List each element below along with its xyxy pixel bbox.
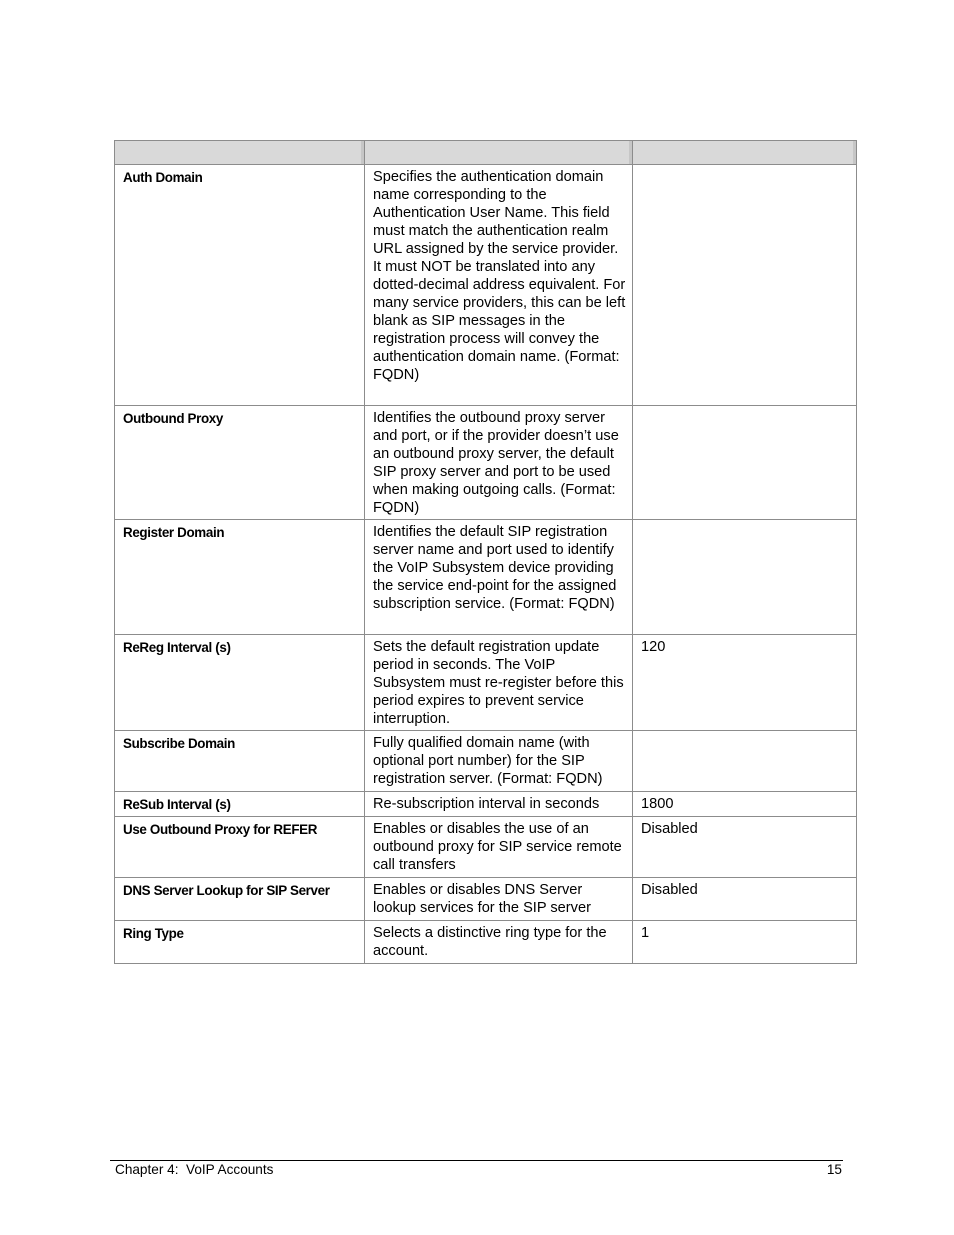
table-row	[115, 635, 857, 731]
parameter-default: Disabled	[633, 878, 857, 921]
parameter-default	[633, 731, 857, 792]
parameter-description: Sets the default registration update period in seconds. The VoIP Subsystem must re-register before this period expires to prevent service interruption.	[365, 635, 633, 731]
parameters-table	[114, 140, 857, 964]
table-row	[115, 731, 857, 792]
parameter-default	[633, 520, 857, 635]
parameter-default: Disabled	[633, 817, 857, 878]
table-row	[115, 817, 857, 878]
header-cell-name	[115, 141, 365, 165]
parameter-name: ReSub Interval (s)	[115, 792, 365, 817]
parameter-description: Fully qualified domain name (with optional port number) for the SIP registration server. (Format: FQDN)	[365, 731, 633, 792]
table-row	[115, 921, 857, 964]
parameter-name: DNS Server Lookup for SIP Server	[115, 878, 365, 921]
parameter-name: ReReg Interval (s)	[115, 635, 365, 731]
table-header-row	[115, 141, 857, 165]
parameter-description: Identifies the outbound proxy server and port, or if the provider doesn’t use an outbound proxy server, the default SIP proxy server and port to be used when making outgoing calls. (Format: FQDN)	[365, 406, 633, 520]
parameter-description: Specifies the authentication domain name corresponding to the Authentication User Name. This field must match the authentication realm URL assigned by the service provider. It must NOT be translated into any dotted-decimal address equivalent. For many service providers, this can be left blank as SIP messages in the registration process will convey the authentication domain name. (Format: FQDN)	[365, 165, 633, 406]
parameter-name: Ring Type	[115, 921, 365, 964]
footer-page-number: 15	[826, 1162, 842, 1177]
table-row	[115, 520, 857, 635]
parameter-description: Selects a distinctive ring type for the account.	[365, 921, 633, 964]
table-row	[115, 406, 857, 520]
table-row	[115, 878, 857, 921]
parameter-default: 1800	[633, 792, 857, 817]
parameter-description: Re-subscription interval in seconds	[365, 792, 633, 817]
table-row	[115, 165, 857, 406]
footer-divider	[110, 1160, 843, 1161]
parameter-description: Enables or disables DNS Server lookup services for the SIP server	[365, 878, 633, 921]
parameter-name: Use Outbound Proxy for REFER	[115, 817, 365, 878]
parameter-name: Auth Domain	[115, 165, 365, 406]
header-cell-description	[365, 141, 633, 165]
parameter-name: Subscribe Domain	[115, 731, 365, 792]
parameter-description: Enables or disables the use of an outbound proxy for SIP service remote call transfers	[365, 817, 633, 878]
header-cell-default	[633, 141, 857, 165]
parameter-default	[633, 406, 857, 520]
parameter-description: Identifies the default SIP registration server name and port used to identify the VoIP Subsystem device providing the service end-point for the assigned subscription service. (Format: FQDN)	[365, 520, 633, 635]
parameter-name: Register Domain	[115, 520, 365, 635]
parameter-default	[633, 165, 857, 406]
parameter-default: 1	[633, 921, 857, 964]
footer-chapter-title: Chapter 4: VoIP Accounts	[115, 1162, 274, 1177]
table-row	[115, 792, 857, 817]
parameter-name: Outbound Proxy	[115, 406, 365, 520]
parameter-default: 120	[633, 635, 857, 731]
